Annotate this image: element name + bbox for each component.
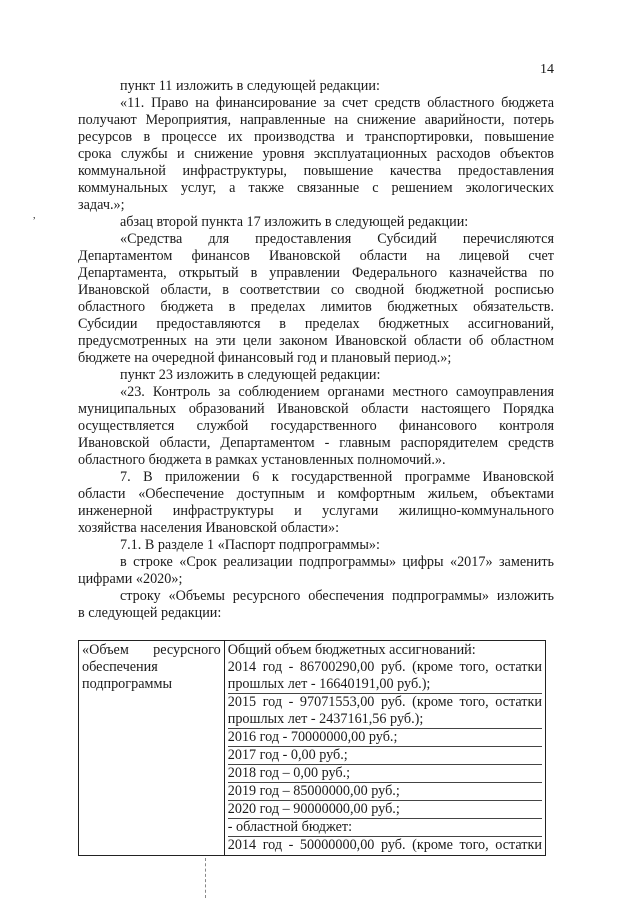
paragraph-p11-text <box>78 95 554 214</box>
row-label-cell <box>79 641 225 856</box>
text-line: 7.1. В разделе 1 «Паспорт подпрограммы»: <box>120 537 380 553</box>
value-line: 2014 год - 86700290,00 руб. (кроме того, остатки <box>227 659 542 675</box>
text-line: «Средства для предоставления Субсидий перечисляются <box>120 231 554 247</box>
table-row <box>79 641 546 856</box>
text-line: «23. Контроль за соблюдением органами местного самоуправления <box>120 384 554 400</box>
scan-artifact <box>205 858 207 898</box>
text-line: «11. Право на финансирование за счет средств областного бюджета <box>120 95 554 111</box>
text-line: коммунальной инфраструктуры, повышение качества предоставления <box>78 163 554 179</box>
text-line: Ивановской области, Департаментом - главным распорядителем средств <box>78 435 554 451</box>
value-line: 2018 год – 0,00 руб.; <box>228 764 542 782</box>
paragraph-p11-intro <box>78 78 554 95</box>
paragraph-p23-intro <box>78 367 554 384</box>
text-line: бюджете на очередной финансовый год и плановый период.»; <box>78 350 452 366</box>
text-line: пункт 11 изложить в следующей редакции: <box>120 78 380 94</box>
text-line: инженерной инфраструктуры и услугами жилищно-коммунального <box>78 503 554 519</box>
margin-mark: , <box>33 210 36 221</box>
value-line: 2016 год - 70000000,00 руб.; <box>228 728 542 746</box>
text-line: в строке «Срок реализации подпрограммы» цифры «2017» заменить <box>120 554 554 570</box>
paragraph-item-7 <box>78 469 554 537</box>
label-line: обеспечения <box>82 659 158 675</box>
text-line: получают Мероприятия, направленные на снижение аварийности, потерь <box>78 112 554 128</box>
text-line: цифрами «2020»; <box>78 571 183 587</box>
paragraph-p17-intro <box>78 214 554 231</box>
text-line: предусмотренных на эти цели законом Ивановской области об областном <box>78 333 554 349</box>
text-line: строку «Объемы ресурсного обеспечения подпрограммы» изложить <box>120 588 554 604</box>
text-line: в следующей редакции: <box>78 605 222 621</box>
page-number: 14 <box>540 62 554 77</box>
value-line: 2015 год - 97071553,00 руб. (кроме того, остатки <box>227 694 542 710</box>
text-line: ресурсов в процессе их производства и транспортировки, повышение <box>78 129 554 145</box>
text-line: муниципальных образований Ивановской области настоящего Порядка <box>78 401 554 417</box>
resource-table <box>78 640 546 856</box>
text-line: абзац второй пункта 17 изложить в следующей редакции: <box>120 214 469 230</box>
text-line: Субсидии предоставляются в пределах бюджетных ассигнований, <box>78 316 554 332</box>
value-line: прошлых лет - 16640191,00 руб.); <box>227 676 431 692</box>
text-line: Ивановской области, в соответствии со сводной бюджетной росписью <box>78 282 554 298</box>
paragraph-p23-text <box>78 384 554 469</box>
paragraph-term-change <box>78 554 554 588</box>
text-line: хозяйства населения Ивановской области»: <box>78 520 340 536</box>
value-line: прошлых лет - 2437161,56 руб.); <box>227 711 424 727</box>
text-line: Департамента, открытый в управлении Федерального казначейства по <box>78 265 554 281</box>
body-text <box>78 78 554 622</box>
label-line: «Объем ресурсного <box>82 642 221 658</box>
value-line: - областной бюджет: <box>228 818 542 836</box>
text-line: области «Обеспечение доступным и комфортным жильем, объектами <box>78 486 554 502</box>
text-line: областного бюджета в рамках установленных полномочий.». <box>78 452 446 468</box>
value-line: 2017 год - 0,00 руб.; <box>228 746 542 764</box>
paragraph-item-7-1 <box>78 537 554 554</box>
text-line: 7. В приложении 6 к государственной программе Ивановской <box>120 469 554 485</box>
text-line: срока службы и снижение уровня эксплуатационных расходов объектов <box>78 146 554 162</box>
text-line: осуществляется службой государственного финансового контроля <box>78 418 554 434</box>
label-line: подпрограммы <box>82 676 172 692</box>
text-line: областного бюджета в пределах лимитов бюджетных обязательств. <box>78 299 554 315</box>
value-line: 2020 год – 90000000,00 руб.; <box>228 800 542 818</box>
text-line: задач.»; <box>78 197 125 213</box>
paragraph-resources-change <box>78 588 554 622</box>
text-line: коммунальных услуг, а также связанные с решением экологических <box>78 180 554 196</box>
value-line: 2019 год – 85000000,00 руб.; <box>228 782 542 800</box>
row-value-cell <box>224 641 545 856</box>
paragraph-p17-text <box>78 231 554 367</box>
value-line: 2014 год - 50000000,00 руб. (кроме того, остатки <box>227 837 542 853</box>
value-line: Общий объем бюджетных ассигнований: <box>227 642 476 658</box>
text-line: пункт 23 изложить в следующей редакции: <box>120 367 381 383</box>
text-line: Департаментом финансов Ивановской области на лицевой счет <box>78 248 554 264</box>
